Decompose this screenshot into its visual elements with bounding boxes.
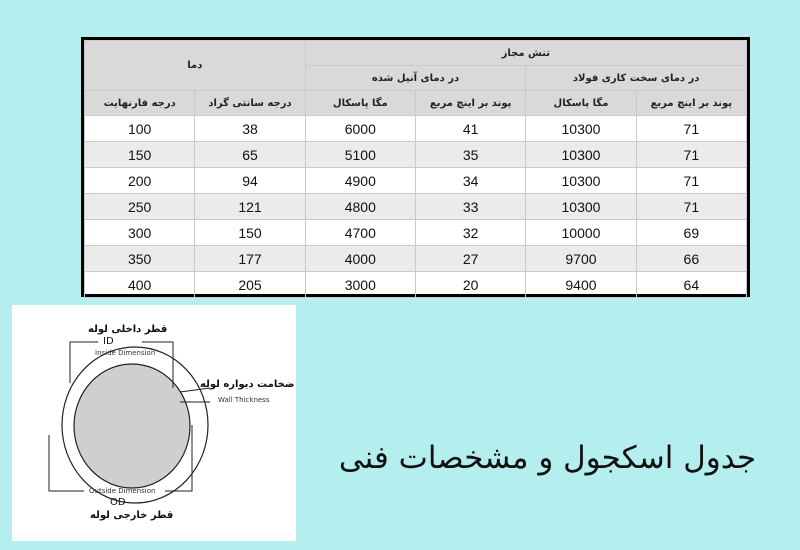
table-cell: 10300 xyxy=(526,168,636,194)
wall-thickness-fa: ضخامت دیواره لوله xyxy=(200,379,295,390)
table-cell: 350 xyxy=(85,246,195,272)
pipe-cross-section-icon xyxy=(12,305,296,541)
table-cell: 150 xyxy=(195,220,305,246)
table-cell: 33 xyxy=(415,194,525,220)
table-cell: 64 xyxy=(636,272,746,298)
table-cell: 94 xyxy=(195,168,305,194)
table-cell: 177 xyxy=(195,246,305,272)
table-cell: 300 xyxy=(85,220,195,246)
column-header: پوند بر اینچ مربع xyxy=(636,91,746,116)
column-header: پوند بر اینچ مربع xyxy=(415,91,525,116)
pipe-dimension-diagram xyxy=(12,305,296,541)
table-cell: 4000 xyxy=(305,246,415,272)
wall-thickness-en: Wall Thickness xyxy=(218,396,270,404)
table-cell: 10300 xyxy=(526,194,636,220)
table-cell: 200 xyxy=(85,168,195,194)
table-cell: 71 xyxy=(636,142,746,168)
table-cell: 35 xyxy=(415,142,525,168)
table-cell: 4700 xyxy=(305,220,415,246)
table-cell: 121 xyxy=(195,194,305,220)
outside-diameter-fa: قطر خارجی لوله xyxy=(90,510,174,521)
outside-diameter-en: Outside Dimension xyxy=(89,487,156,495)
header-temperature: دما xyxy=(85,41,306,91)
outside-diameter-abbr: OD xyxy=(110,497,126,508)
table-cell: 27 xyxy=(415,246,525,272)
inside-diameter-fa: قطر داخلی لوله xyxy=(88,324,168,335)
table-row xyxy=(85,272,747,298)
table-row xyxy=(85,168,747,194)
table-row xyxy=(85,194,747,220)
table-cell: 4900 xyxy=(305,168,415,194)
page-title: جدول اسکجول و مشخصات فنی xyxy=(338,440,757,476)
table-cell: 65 xyxy=(195,142,305,168)
table-cell: 20 xyxy=(415,272,525,298)
table-row xyxy=(85,116,747,142)
table-cell: 41 xyxy=(415,116,525,142)
table-cell: 10000 xyxy=(526,220,636,246)
table-cell: 71 xyxy=(636,194,746,220)
column-header: درجه سانتی گراد xyxy=(195,91,305,116)
table-row xyxy=(85,246,747,272)
table-row xyxy=(85,220,747,246)
table-cell: 69 xyxy=(636,220,746,246)
header-allowable-stress: تنش مجاز xyxy=(305,41,746,66)
table-cell: 38 xyxy=(195,116,305,142)
table-cell: 5100 xyxy=(305,142,415,168)
table-row xyxy=(85,142,747,168)
column-header: درجه فارنهایت xyxy=(85,91,195,116)
table-cell: 32 xyxy=(415,220,525,246)
inside-diameter-abbr: ID xyxy=(103,336,114,347)
table-cell: 4800 xyxy=(305,194,415,220)
table-cell: 10300 xyxy=(526,142,636,168)
inside-diameter-en: Inside Dimension xyxy=(95,349,156,357)
header-annealed: در دمای آنیل شده xyxy=(305,66,526,91)
table-cell: 66 xyxy=(636,246,746,272)
table-cell: 205 xyxy=(195,272,305,298)
table-cell: 3000 xyxy=(305,272,415,298)
column-header: مگا پاسکال xyxy=(305,91,415,116)
table-cell: 9400 xyxy=(526,272,636,298)
table-cell: 100 xyxy=(85,116,195,142)
table-cell: 34 xyxy=(415,168,525,194)
table-cell: 250 xyxy=(85,194,195,220)
table-cell: 400 xyxy=(85,272,195,298)
table-cell: 150 xyxy=(85,142,195,168)
table-cell: 9700 xyxy=(526,246,636,272)
table-cell: 71 xyxy=(636,116,746,142)
allowable-stress-table xyxy=(81,37,750,297)
table-cell: 6000 xyxy=(305,116,415,142)
table-cell: 10300 xyxy=(526,116,636,142)
table-cell: 71 xyxy=(636,168,746,194)
column-header: مگا پاسکال xyxy=(526,91,636,116)
header-hardened: در دمای سخت کاری فولاد xyxy=(526,66,747,91)
